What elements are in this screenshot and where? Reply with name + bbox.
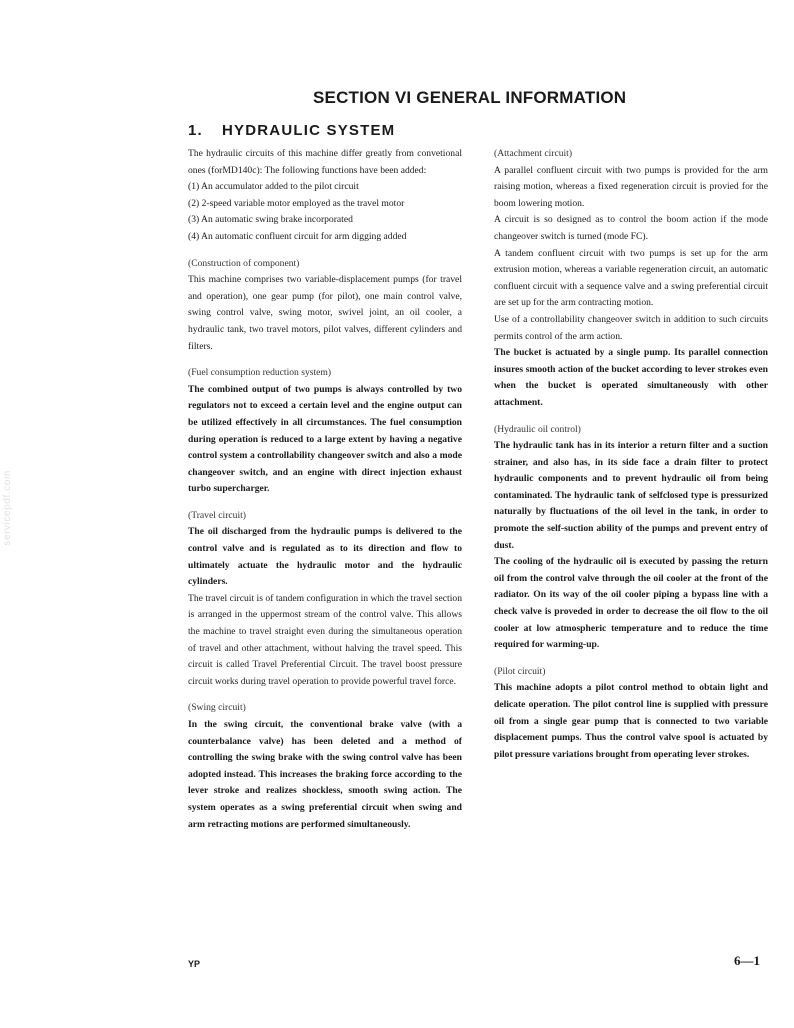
right-column — [494, 146, 768, 773]
fuel-paragraph: The combined output of two pumps is always controlled by two regulators not to exceed a certain level and the engine output can be utilized effectively in all circumstances. The fuel consumption during operation is reduced to a large extent by having a negative control system a controllability changeover switch and also a mode changeover switch, and an engine with direct injection exhaust turbo supercharger. — [188, 383, 462, 495]
attachment-paragraph-1: A parallel confluent circuit with two pumps is provided for the arm raising motion, whereas a fixed regeneration circuit is provied for the boom lowering motion. — [494, 164, 768, 209]
intro-block — [188, 146, 462, 246]
watermark-text: servicepdf.com — [2, 470, 13, 546]
construction-block — [188, 256, 462, 356]
travel-label: (Travel circuit) — [188, 509, 246, 521]
left-column — [188, 146, 462, 843]
list-item: (4) An automatic confluent circuit for arm digging added — [188, 230, 407, 242]
attachment-label: (Attachment circuit) — [494, 148, 573, 159]
pilot-label: (Pilot circuit) — [494, 665, 546, 677]
list-item: (2) 2-speed variable motor employed as the travel motor — [188, 197, 405, 209]
oil-control-label: (Hydraulic oil control) — [494, 423, 581, 435]
attachment-paragraph-3: A tandem confluent circuit with two pumps is set up for the arm extrusion motion, whereas a variable regeneration circuit, an automatic confluent circuit with a sequence valve and a swing preferential circuit are set up for the arm contracting motion. — [494, 247, 768, 309]
subsection-heading — [188, 122, 395, 139]
swing-paragraph: In the swing circuit, the conventional brake valve (with a counterbalance valve) has been deleted and a method of controlling the swing brake with the swing control valve has been adopted instead. This increases the braking force according to the lever stroke and realizes shockless, smooth swing action. The system operates as a swing preferential circuit when swing and arm retracting motions are performed simultaneously. — [188, 719, 462, 830]
pilot-paragraph: This machine adopts a pilot control method to obtain light and delicate operation. The pilot control line is supplied with pressure oil from a single gear pump that is connected to two variable displacement pumps. Thus the control valve spool is actuated by pilot pressure variations brought from operating lever strokes. — [494, 682, 768, 760]
list-item: (3) An automatic swing brake incorporated — [188, 214, 353, 226]
intro-paragraph: The hydraulic circuits of this machine differ greatly from convetional ones (forMD140c): The following functions have been added: — [188, 148, 462, 176]
construction-label: (Construction of component) — [188, 257, 300, 269]
oil-control-paragraph-1: The hydraulic tank has in its interior a return filter and a suction strainer, and also has, in its side face a drain filter to protect hydraulic components and to prevent hydraulic oil from being contaminated. The hydraulic tank of selfclosed type is pressurized naturally by fluctuations of the oil level in the tank, in order to promote the self-suction ability of the pumps and prevent entry of dust. — [494, 440, 768, 551]
travel-block — [188, 508, 462, 691]
page-number: 6—1 — [734, 953, 760, 968]
fuel-label: (Fuel consumption reduction system) — [188, 367, 332, 379]
attachment-paragraph-4: Use of a controllability changeover switch in addition to such circuits permits control of the arm action. — [494, 313, 768, 342]
fuel-block — [188, 365, 462, 498]
subsection-title: HYDRAULIC SYSTEM — [222, 122, 396, 139]
section-title: SECTION VI GENERAL INFORMATION — [313, 88, 627, 107]
subsection-number: 1. — [188, 122, 203, 139]
oil-control-block — [494, 422, 768, 654]
oil-control-paragraph-2: The cooling of the hydraulic oil is executed by passing the return oil from the control valve through the oil cooler at the front of the radiator. On its way of the oil cooler piping a bypass line with a check valve is proveded in order to decrease the oil flow to the oil cooler at low atmospheric temperature and to reduce the time required for warming-up. — [494, 556, 768, 651]
attachment-paragraph-2: A circuit is so designed as to control the boom action if the mode changeover switch is turned (mode FC). — [494, 214, 768, 242]
travel-paragraph-2: The travel circuit is of tandem configuration in which the travel section is arranged in the uppermost stream of the control valve. This allows the machine to travel straight even during the simultaneous operation of travel and other attachment, without halving the travel speed. This circuit is called Travel Preferential Circuit. The travel boost pressure circuit works during travel operation to provide powerful travel force. — [188, 592, 462, 687]
pilot-block — [494, 664, 768, 764]
attachment-block — [494, 146, 768, 412]
attachment-paragraph-5: The bucket is actuated by a single pump. Its parallel connection insures smooth action of the bucket according to lever strokes even when the bucket is operated simultaneously with other attachment. — [494, 347, 768, 408]
swing-block — [188, 700, 462, 833]
footer-code: YP — [188, 959, 201, 969]
swing-label: (Swing circuit) — [188, 702, 246, 714]
construction-paragraph: This machine comprises two variable-displacement pumps (for travel and operation), one gear pump (for pilot), one main control valve, swing control valve, swing motor, swivel joint, an oil cooler, a hydraulic tank, two travel motors, pilot valves, different cylinders and filters. — [188, 274, 462, 352]
travel-paragraph-1: The oil discharged from the hydraulic pumps is delivered to the control valve and is regulated as to its direction and flow to ultimately actuate the hydraulic motor and the hydraulic cylinders. — [188, 526, 462, 588]
list-item: (1) An accumulator added to the pilot circuit — [188, 181, 359, 193]
